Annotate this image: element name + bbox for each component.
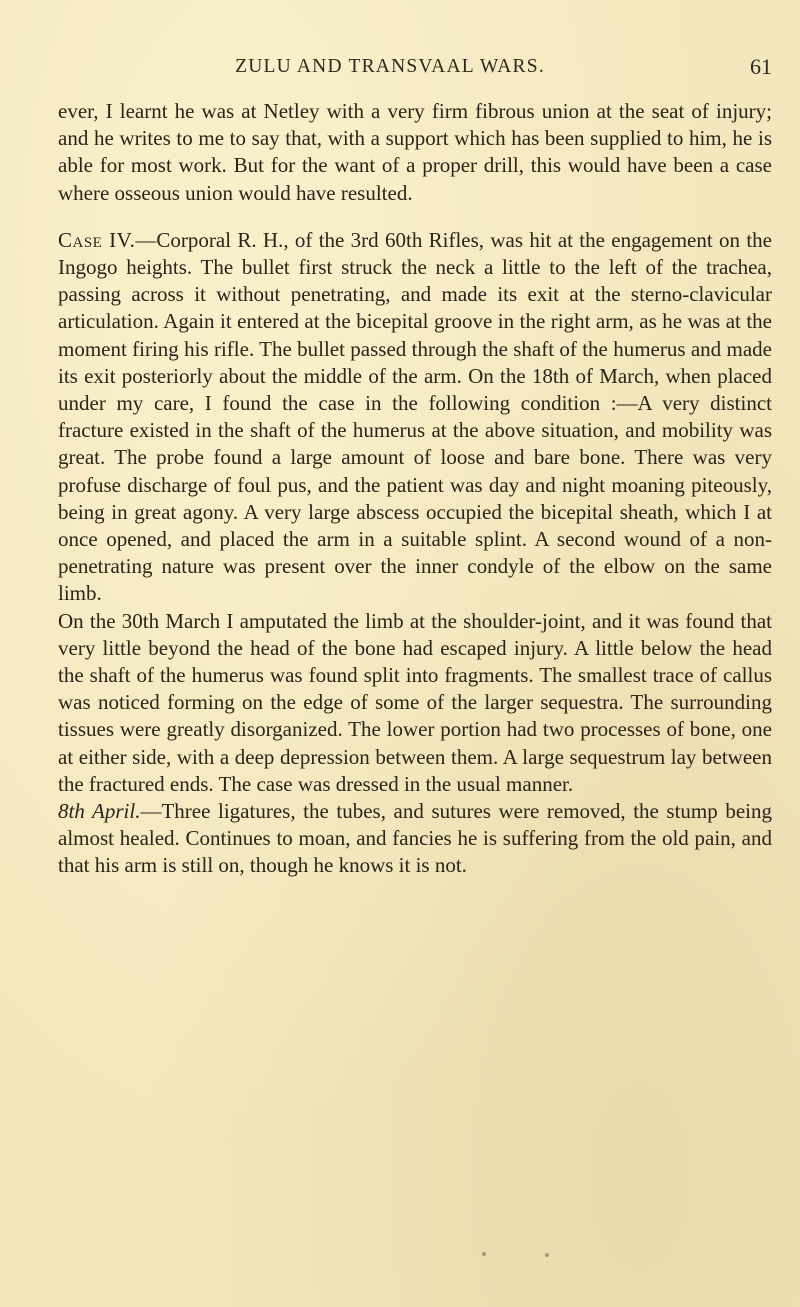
paragraph-continuation: ever, I learnt he was at Netley with a very firm fibrous union at the seat of injury; and he writes to me to say that, with a support which has been supplied to him, he is able for most work. But for the want of a proper drill, this would have been a case where osseous union would have resulted. <box>58 99 772 205</box>
page-number: 61 <box>750 54 772 79</box>
stray-mark <box>545 1253 549 1257</box>
paragraph-amputation: On the 30th March I amputated the limb at the shoulder-joint, and it was found that very little beyond the head of the bone had escaped injury. A little below the head the shaft of the humerus was found split into fragments. The smallest trace of callus was noticed forming on the edge of some of the larger sequestra. The surrounding tissues were greatly disorganized. The lower portion had two processes of bone, one at either side, with a deep depression between them. A large sequestrum lay between the fractured ends. The case was dressed in the usual manner. <box>58 608 772 796</box>
8th-april-text: —Three ligatures, the tubes, and sutures were removed, the stump being almost healed. Continues to moan, and fancies he is suffering from the old pain, and that his arm is still on, though he knows it is not. <box>58 799 773 878</box>
paragraph-8th-april <box>58 798 772 880</box>
body-text <box>58 98 772 880</box>
date-label: 8th April. <box>58 799 141 824</box>
stray-mark <box>482 1252 486 1256</box>
running-head <box>0 52 800 82</box>
running-title: ZULU AND TRANSVAAL WARS. <box>235 56 545 77</box>
case-label: Case IV. <box>58 227 136 252</box>
case-iv-text: —Corporal R. H., of the 3rd 60th Rifles, was hit at the engagement on the Ingogo heights. The bullet first struck the neck a little to the left of the trachea, passing across it without penetrating, and made its exit at the sterno-clavicular articulation. Again it entered at the bicepital groove in the right arm, as he was at the moment firing his rifle. The bullet passed through the shaft of the humerus and made its exit posteriorly about the middle of the arm. On the 18th of March, when placed under my care, I found the case in the following condition :—A very distinct fracture existed in the shaft of the humerus at the above situation, and mobility was great. The probe found a large amount of loose and bare bone. There was very profuse discharge of foul pus, and the patient was day and night moaning piteously, being in great agony. A very large abscess occupied the bicepital sheath, which I at once opened, and placed the arm in a suitable splint. A second wound of a non-penetrating nature was present over the inner condyle of the elbow on the same limb. <box>58 227 772 606</box>
paragraph-case-iv <box>58 227 772 608</box>
